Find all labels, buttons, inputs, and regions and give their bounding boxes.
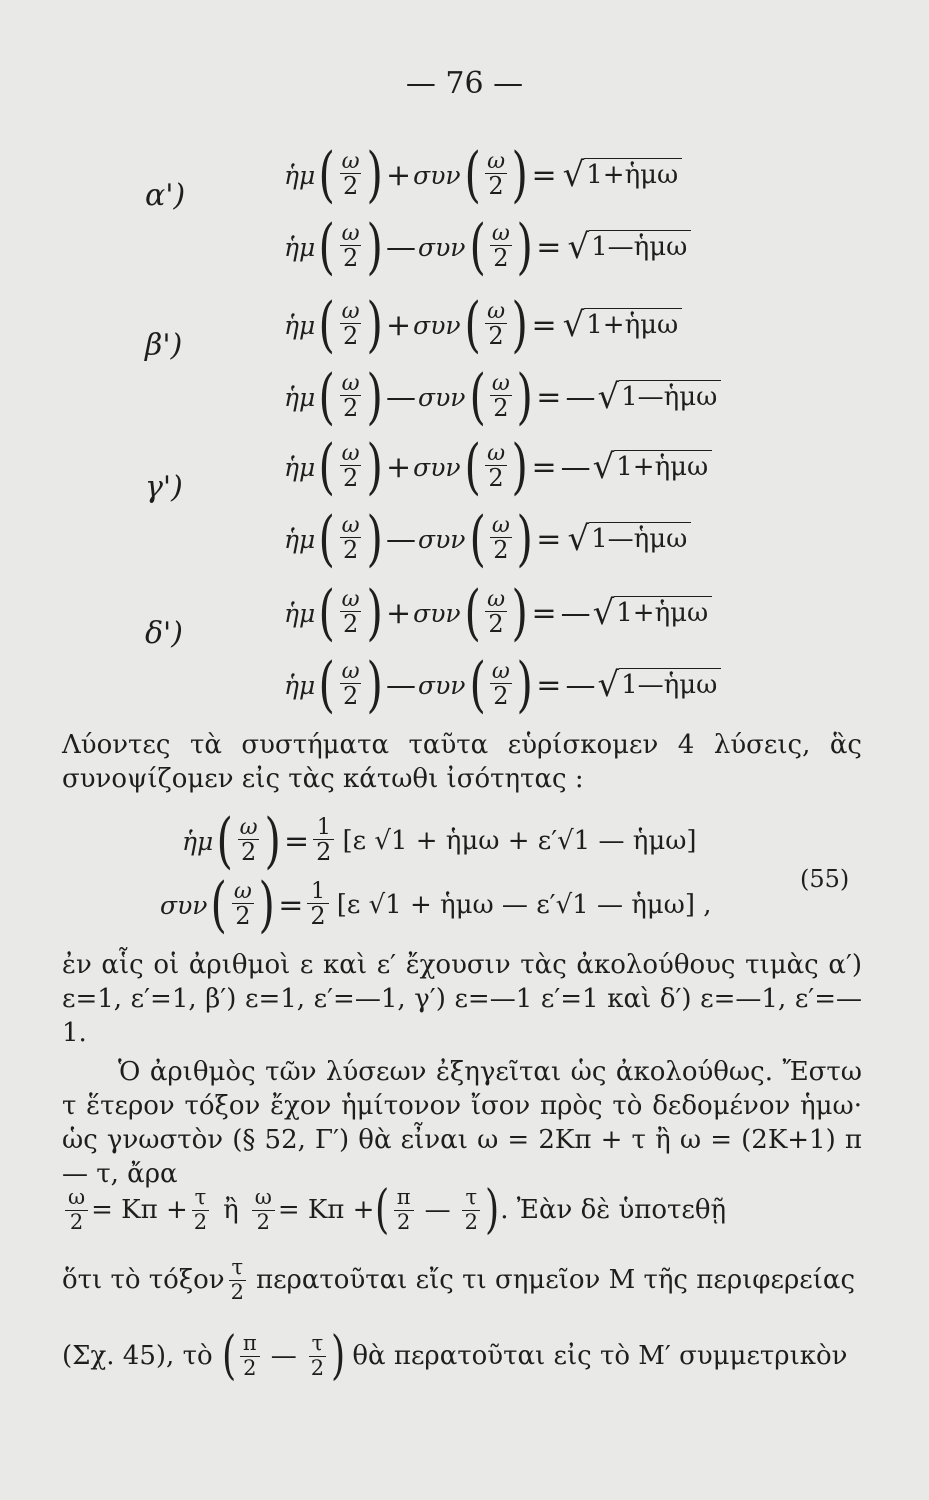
- system-label: α'): [145, 178, 186, 213]
- fn-sin: ἡμ: [284, 160, 316, 190]
- fraction-omega-2: $\frac{\omega}{2}$: [65, 1186, 88, 1233]
- fraction-omega-2: $\frac{\omega}{2}$: [233, 879, 252, 931]
- system-label: β'): [145, 328, 183, 363]
- equation-row: ἡμ ( $\frac{\omega}{2}$ ) + συν ( $\frac{\omega}{2}$ ) = — √ 1+ἡμω: [284, 432, 712, 502]
- line-arc-tau: ὅτι τὸ τόξον $\frac{\tau}{2}$ περατοῦται εἴς τι σημεῖον Μ τῆς περιφερείας: [62, 1255, 856, 1304]
- formula-55-sin: ἡμ ( $\frac{\omega}{2}$ ) = $\frac{1}{2}$ [ε √1 + ἡμω + ε′√1 — ἡμω]: [182, 806, 697, 876]
- rhs-sign: —: [560, 595, 591, 631]
- fn-cos: συν: [413, 160, 461, 190]
- fraction-omega-2: $\frac{\omega}{2}$: [491, 659, 510, 711]
- fraction-omega-2: $\frac{\omega}{2}$: [341, 441, 360, 493]
- equation-row: ἡμ ( $\frac{\omega}{2}$ ) — συν ( $\frac{\omega}{2}$ ) = √ 1—ἡμω: [284, 212, 691, 282]
- fn-sin: ἡμ: [182, 826, 214, 856]
- fraction-omega-2: $\frac{\omega}{2}$: [487, 149, 506, 201]
- fn-cos: συν: [418, 382, 466, 412]
- rhs-sign: —: [565, 667, 596, 703]
- fraction-omega-2: $\frac{\omega}{2}$: [341, 149, 360, 201]
- square-root: √ 1—ἡμω: [567, 522, 691, 556]
- operator: +: [386, 307, 412, 343]
- operator: —: [386, 667, 417, 703]
- fraction-omega-2: $\frac{\omega}{2}$: [491, 221, 510, 273]
- fraction-tau-2: $\frac{\tau}{2}$: [191, 1186, 210, 1233]
- system-label: δ'): [145, 616, 184, 651]
- fn-sin: ἡμ: [284, 524, 316, 554]
- square-root: √ 1+ἡμω: [593, 450, 713, 484]
- square-root: √ 1+ἡμω: [563, 308, 683, 342]
- fn-cos: συν: [160, 890, 208, 920]
- fraction-omega-2: $\frac{\omega}{2}$: [341, 299, 360, 351]
- operator: —: [386, 379, 417, 415]
- paragraph-solving: Λύοντες τὰ συστήματα ταῦτα εὑρίσκομεν 4 λύσεις, ἃς συνοψίζομεν εἰς τὰς κάτωθι ἰσότητας :: [62, 730, 862, 794]
- equation-row: ἡμ ( $\frac{\omega}{2}$ ) + συν ( $\frac{\omega}{2}$ ) = √ 1+ἡμω: [284, 140, 682, 210]
- fraction-omega-2: $\frac{\omega}{2}$: [341, 659, 360, 711]
- square-root: √ 1+ἡμω: [563, 158, 683, 192]
- fn-cos: συν: [413, 452, 461, 482]
- fraction-omega-2: $\frac{\omega}{2}$: [341, 587, 360, 639]
- fraction-1-2: $\frac{1}{2}$: [313, 816, 334, 865]
- line-symmetric: (Σχ. 45), τὸ ( $\frac{\pi}{2}$ — $\frac{\tau}{2}$ ) θὰ περατοῦται εἰς τὸ Μ′ συμμετρικὸν: [62, 1326, 848, 1386]
- equation-row: ἡμ ( $\frac{\omega}{2}$ ) — συν ( $\frac{\omega}{2}$ ) = — √ 1—ἡμω: [284, 650, 721, 720]
- square-root: √ 1+ἡμω: [593, 596, 713, 630]
- fraction-omega-2: $\frac{\omega}{2}$: [239, 815, 258, 867]
- fraction-omega-2: $\frac{\omega}{2}$: [487, 587, 506, 639]
- fn-sin: ἡμ: [284, 232, 316, 262]
- fraction-omega-2: $\frac{\omega}{2}$: [341, 513, 360, 565]
- fn-sin: ἡμ: [284, 452, 316, 482]
- square-root: √ 1—ἡμω: [597, 380, 721, 414]
- operator: +: [386, 595, 412, 631]
- fraction-omega-2: $\frac{\omega}{2}$: [487, 441, 506, 493]
- fn-cos: συν: [413, 598, 461, 628]
- fn-sin: ἡμ: [284, 598, 316, 628]
- fn-cos: συν: [418, 232, 466, 262]
- operator: —: [386, 229, 417, 265]
- fn-sin: ἡμ: [284, 310, 316, 340]
- formula-55-cos-body: [ε √1 + ἡμω — ε′√1 — ἡμω] ,: [336, 890, 712, 920]
- square-root: √ 1—ἡμω: [597, 668, 721, 702]
- equation-row: ἡμ ( $\frac{\omega}{2}$ ) + συν ( $\frac{\omega}{2}$ ) = — √ 1+ἡμω: [284, 578, 712, 648]
- fraction-omega-2: $\frac{\omega}{2}$: [341, 371, 360, 423]
- fraction-omega-2: $\frac{\omega}{2}$: [491, 371, 510, 423]
- fraction-pi-2: $\frac{\pi}{2}$: [394, 1186, 414, 1233]
- system-label: γ'): [145, 470, 183, 505]
- operator: +: [386, 449, 412, 485]
- operator: +: [386, 157, 412, 193]
- fraction-omega-2: $\frac{\omega}{2}$: [487, 299, 506, 351]
- equation-row: ἡμ ( $\frac{\omega}{2}$ ) — συν ( $\frac{\omega}{2}$ ) = — √ 1—ἡμω: [284, 362, 721, 432]
- paragraph-explanation: Ὁ ἀριθμὸς τῶν λύσεων ἐξηγεῖται ὡς ἀκολούθως. Ἔστω τ ἕτερον τόξον ἔχον ἡμίτονον ἴσον πρὸς τὸ δεδομένον ἡμω· ὡς γνωστὸν (§ 52, Γ′) θὰ εἶναι ω = 2Κπ + τ ἢ ω = (2Κ+1) π — τ, ἄρα: [62, 1057, 862, 1189]
- fraction-1-2: $\frac{1}{2}$: [307, 880, 328, 929]
- rhs-sign: —: [560, 449, 591, 485]
- fraction-omega-2: $\frac{\omega}{2}$: [491, 513, 510, 565]
- formula-55-sin-body: [ε √1 + ἡμω + ε′√1 — ἡμω]: [342, 826, 697, 856]
- paragraph-values: ἐν αἷς οἱ ἀριθμοὶ ε καὶ ε′ ἔχουσιν τὰς ἀκολούθους τιμὰς α′) ε=1, ε′=1, β′) ε=1, ε′=—1, γ′) ε=—1 ε′=1 καὶ δ′) ε=—1, ε′=—1.: [62, 950, 862, 1048]
- fn-sin: ἡμ: [284, 670, 316, 700]
- square-root: √ 1—ἡμω: [567, 230, 691, 264]
- operator: —: [386, 521, 417, 557]
- equation-row: ἡμ ( $\frac{\omega}{2}$ ) + συν ( $\frac{\omega}{2}$ ) = √ 1+ἡμω: [284, 290, 682, 360]
- page-number: — 76 —: [405, 66, 524, 101]
- fraction-tau-2: $\frac{\tau}{2}$: [228, 1256, 247, 1303]
- fn-cos: συν: [418, 670, 466, 700]
- fraction-pi-2: $\frac{\pi}{2}$: [240, 1332, 260, 1379]
- fn-cos: συν: [413, 310, 461, 340]
- equation-number-55: (55): [800, 865, 850, 893]
- fraction-tau-2: $\frac{\tau}{2}$: [462, 1186, 481, 1233]
- fn-sin: ἡμ: [284, 382, 316, 412]
- formula-55-cos: συν ( $\frac{\omega}{2}$ ) = $\frac{1}{2}$ [ε √1 + ἡμω — ε′√1 — ἡμω] ,: [160, 870, 712, 940]
- fraction-omega-2: $\frac{\omega}{2}$: [341, 221, 360, 273]
- fn-cos: συν: [418, 524, 466, 554]
- fraction-tau-2: $\frac{\tau}{2}$: [308, 1332, 327, 1379]
- line-omega-fractions: $\frac{\omega}{2}$ = Κπ + $\frac{\tau}{2}$ ἢ $\frac{\omega}{2}$ = Κπ + ( $\frac{\pi}{2}$ — $\frac{\tau}{2}$ ) . Ἐὰν δὲ ὑποτεθῇ: [62, 1180, 862, 1240]
- equation-row: ἡμ ( $\frac{\omega}{2}$ ) — συν ( $\frac{\omega}{2}$ ) = √ 1—ἡμω: [284, 504, 691, 574]
- fraction-omega-2: $\frac{\omega}{2}$: [252, 1186, 275, 1233]
- rhs-sign: —: [565, 379, 596, 415]
